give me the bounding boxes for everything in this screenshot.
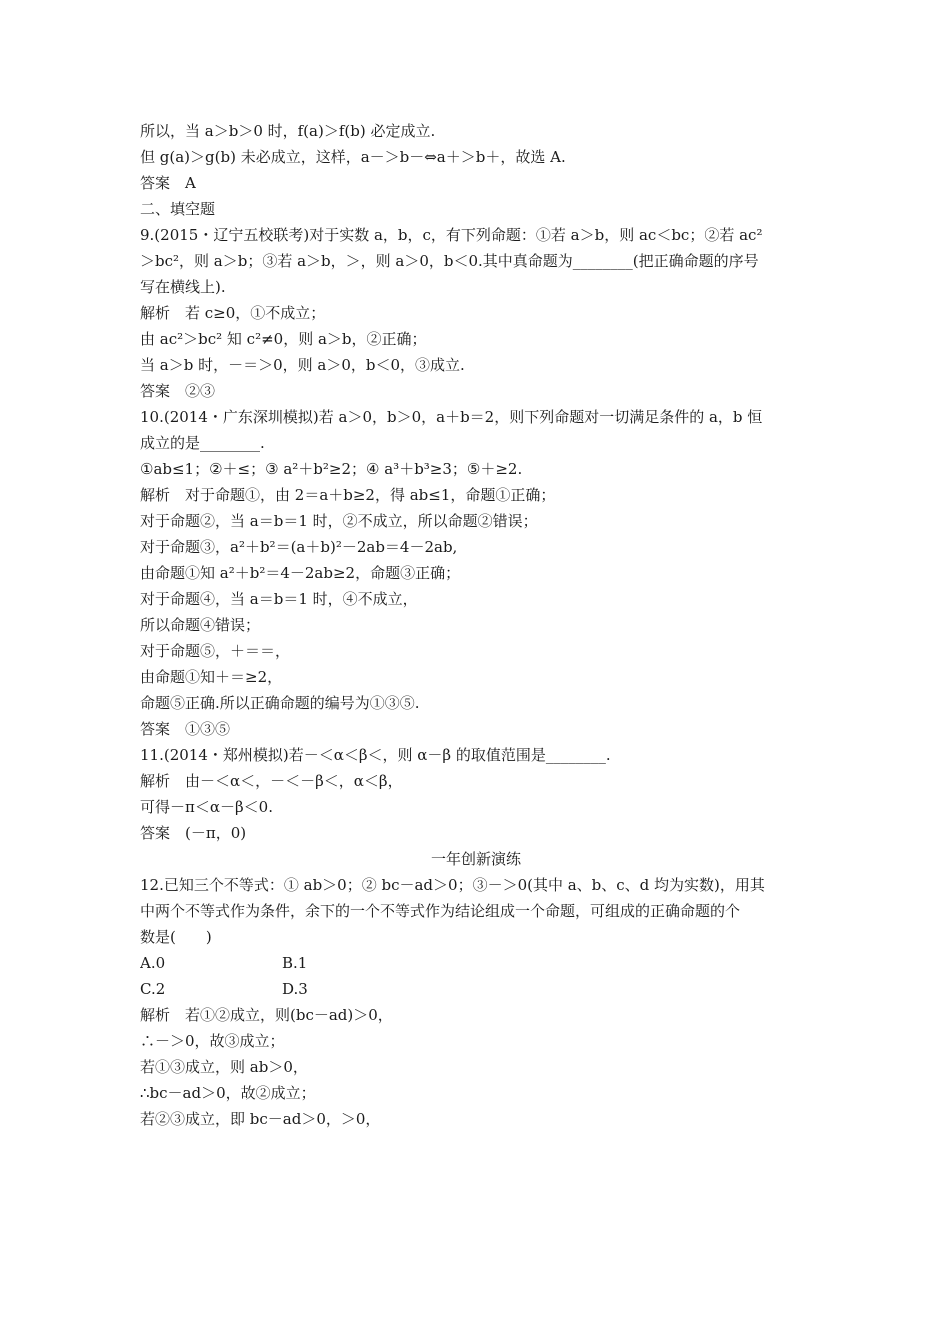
solution-line: 若①③成立，则 ab＞0， <box>140 1058 308 1076</box>
answer-line: 答案 ②③ <box>140 382 216 400</box>
question-9: 写在横线上). <box>140 278 226 296</box>
question-11: 11.(2014・郑州模拟)若－＜α＜β＜，则 α－β 的取值范围是________. <box>140 746 611 764</box>
text-line: 但 g(a)＞g(b) 未必成立，这样，a－＞b－⇔a＋＞b＋，故选 A. <box>140 148 566 166</box>
answer-line: 答案 A <box>140 174 196 192</box>
solution-line: 当 a＞b 时，－＝＞0，则 a＞0，b＜0，③成立. <box>140 356 465 374</box>
document-page <box>140 118 812 1132</box>
solution-line: ∴bc－ad＞0，故②成立； <box>140 1084 316 1102</box>
question-10-options: ①ab≤1；②＋≤；③ a²＋b²≥2；④ a³＋b³≥3；⑤＋≥2. <box>140 460 523 478</box>
solution-line: 由 ac²＞bc² 知 c²≠0，则 a＞b，②正确； <box>140 330 427 348</box>
solution-line: 解析 若 c≥0，①不成立； <box>140 304 326 322</box>
solution-line: 解析 由－＜α＜，－＜－β＜，α＜β， <box>140 772 403 790</box>
solution-line: 对于命题②，当 a＝b＝1 时，②不成立，所以命题②错误； <box>140 512 538 530</box>
solution-line: 若②③成立，即 bc－ad＞0，＞0， <box>140 1110 381 1128</box>
solution-line: 由命题①知 a²＋b²＝4－2ab≥2，命题③正确； <box>140 564 461 582</box>
solution-line: 由命题①知＋＝≥2， <box>140 668 283 686</box>
option-a: A.0 <box>140 954 166 972</box>
question-12-options-row <box>140 950 812 976</box>
solution-line: 可得－π＜α－β＜0. <box>140 798 273 816</box>
section-heading: 二、填空题 <box>140 200 216 218</box>
answer-line: 答案 ①③⑤ <box>140 720 231 738</box>
solution-line: 对于命题④，当 a＝b＝1 时，④不成立， <box>140 590 418 608</box>
option-c: C.2 <box>140 980 166 998</box>
solution-line: ∴－＞0，故③成立； <box>140 1032 285 1050</box>
solution-line: 解析 若①②成立，则(bc－ad)＞0， <box>140 1006 393 1024</box>
solution-line: 所以命题④错误； <box>140 616 261 634</box>
question-12-options-row <box>140 976 812 1002</box>
solution-line: 命题⑤正确.所以正确命题的编号为①③⑤. <box>140 694 420 712</box>
question-9: 9.(2015・辽宁五校联考)对于实数 a，b，c，有下列命题：①若 a＞b，则 ac＜bc；②若 ac² <box>140 226 763 244</box>
solution-line: 对于命题⑤，＋＝＝， <box>140 642 291 660</box>
option-d: D.3 <box>282 980 308 998</box>
answer-line: 答案 (－π，0) <box>140 824 247 842</box>
option-b: B.1 <box>282 954 308 972</box>
solution-line: 解析 对于命题①，由 2＝a＋b≥2，得 ab≤1，命题①正确； <box>140 486 556 504</box>
question-10: 10.(2014・广东深圳模拟)若 a＞0，b＞0，a＋b＝2，则下列命题对一切满足条件的 a，b 恒 <box>140 408 763 426</box>
section-title: 一年创新演练 <box>430 850 521 868</box>
question-9: ＞bc²，则 a＞b；③若 a＞b，＞，则 a＞0，b＜0.其中真命题为________(把正确命题的序号 <box>140 252 759 270</box>
solution-line: 对于命题③，a²＋b²＝(a＋b)²－2ab＝4－2ab, <box>140 538 458 556</box>
question-12: 12.已知三个不等式：① ab＞0；② bc－ad＞0；③－＞0(其中 a、b、c、d 均为实数)，用其 <box>140 876 765 894</box>
question-10: 成立的是________. <box>140 434 265 452</box>
question-12: 中两个不等式作为条件，余下的一个不等式作为结论组成一个命题，可组成的正确命题的个 <box>140 902 741 920</box>
text-line: 所以，当 a＞b＞0 时，f(a)＞f(b) 必定成立. <box>140 122 436 140</box>
question-12: 数是( ) <box>140 928 212 946</box>
